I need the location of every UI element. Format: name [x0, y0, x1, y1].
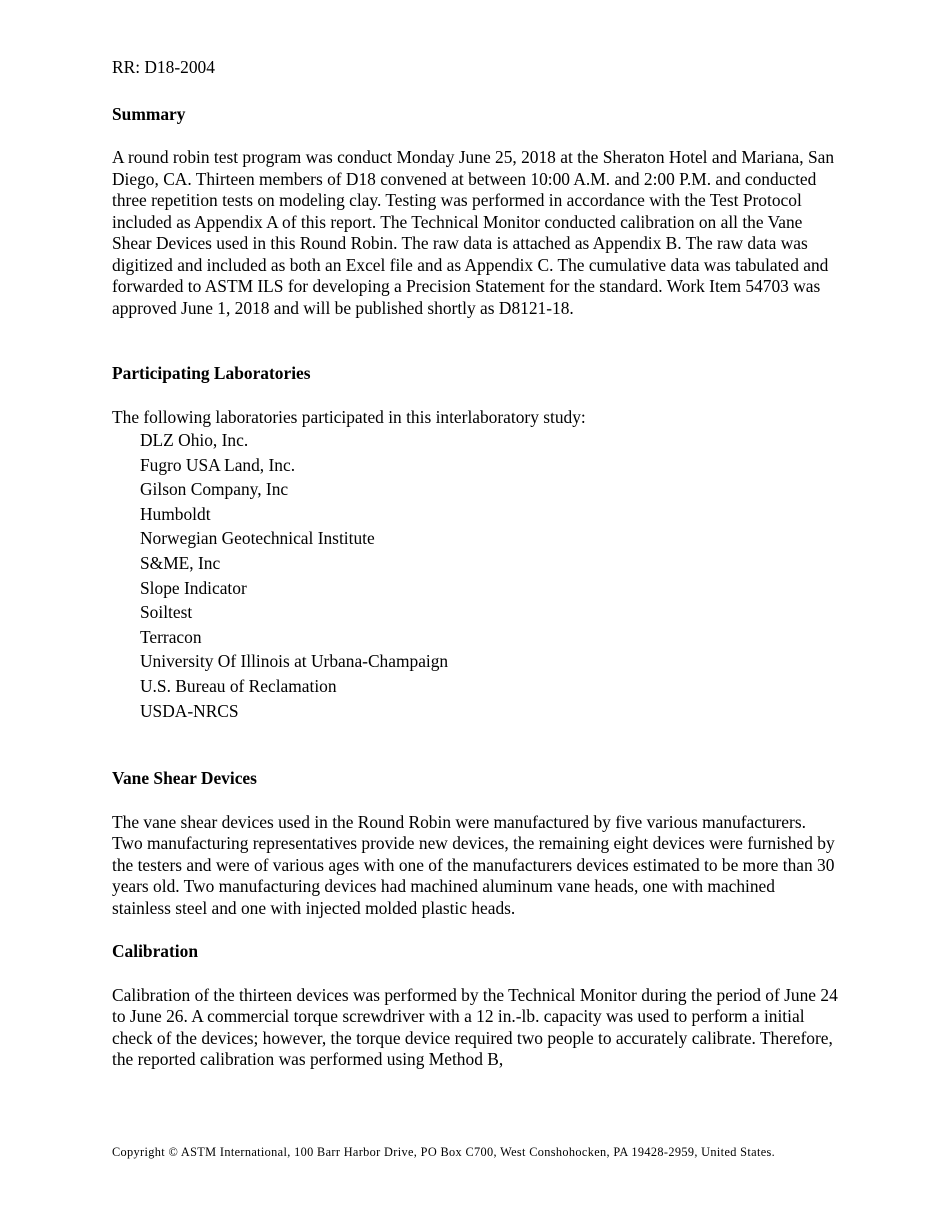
- copyright-footer: Copyright © ASTM International, 100 Barr Harbor Drive, PO Box C700, West Conshohocken, PA 19428-2959, United States.: [112, 1145, 776, 1159]
- document-page: [112, 57, 838, 1071]
- list-item: Humboldt: [140, 503, 211, 524]
- calibration-heading: Calibration: [112, 941, 198, 962]
- vane-paragraph: The vane shear devices used in the Round Robin were manufactured by five various manufacturers. Two manufacturing representatives provide new devices, the remaining eight devices were furnished by the testers and were of various ages with one of the manufacturers devices estimated to be more than 30 years old. Two manufacturing devices had machined aluminum vane heads, one with machined stainless steel and one with injected molded plastic heads.: [112, 811, 835, 918]
- labs-list: [112, 428, 838, 723]
- summary-heading: Summary: [112, 103, 186, 124]
- labs-heading: Participating Laboratories: [112, 363, 311, 383]
- list-item: University Of Illinois at Urbana-Champaign: [140, 651, 449, 672]
- list-item: S&ME, Inc: [140, 552, 221, 573]
- vane-heading: Vane Shear Devices: [112, 768, 257, 789]
- list-item: DLZ Ohio, Inc.: [140, 430, 249, 450]
- labs-intro: The following laboratories participated in this interlaboratory study:: [112, 406, 586, 427]
- list-item: Terracon: [140, 626, 202, 647]
- list-item: Soiltest: [140, 602, 193, 623]
- list-item: Gilson Company, Inc: [140, 479, 289, 500]
- summary-paragraph: A round robin test program was conduct Monday June 25, 2018 at the Sheraton Hotel and Mariana, San Diego, CA. Thirteen members of D18 convened at between 10:00 A.M. and 2:00 P.M. and conducted three repetition tests on modeling clay. Testing was performed in accordance with the Test Protocol included as Appendix A of this report. The Technical Monitor conducted calibration on all the Vane Shear Devices used in this Round Robin. The raw data is attached as Appendix B. The raw data was digitized and included as both an Excel file and as Appendix C. The cumulative data was tabulated and forwarded to ASTM ILS for developing a Precision Statement for the standard. Work Item 54703 was approved June 1, 2018 and will be published shortly as D8121-18.: [112, 147, 835, 318]
- calibration-paragraph: Calibration of the thirteen devices was performed by the Technical Monitor during the period of June 24 to June 26. A commercial torque screwdriver with a 12 in.-lb. capacity was used to perform a initial check of the devices; however, the torque device required two people to accurately calibrate. Therefore, the reported calibration was performed using Method B,: [112, 984, 838, 1070]
- list-item: Fugro USA Land, Inc.: [140, 454, 296, 475]
- list-item: Slope Indicator: [140, 577, 247, 598]
- list-item: Norwegian Geotechnical Institute: [140, 528, 375, 549]
- list-item: USDA-NRCS: [140, 700, 239, 721]
- list-item: U.S. Bureau of Reclamation: [140, 675, 337, 696]
- report-reference: RR: D18-2004: [112, 57, 215, 77]
